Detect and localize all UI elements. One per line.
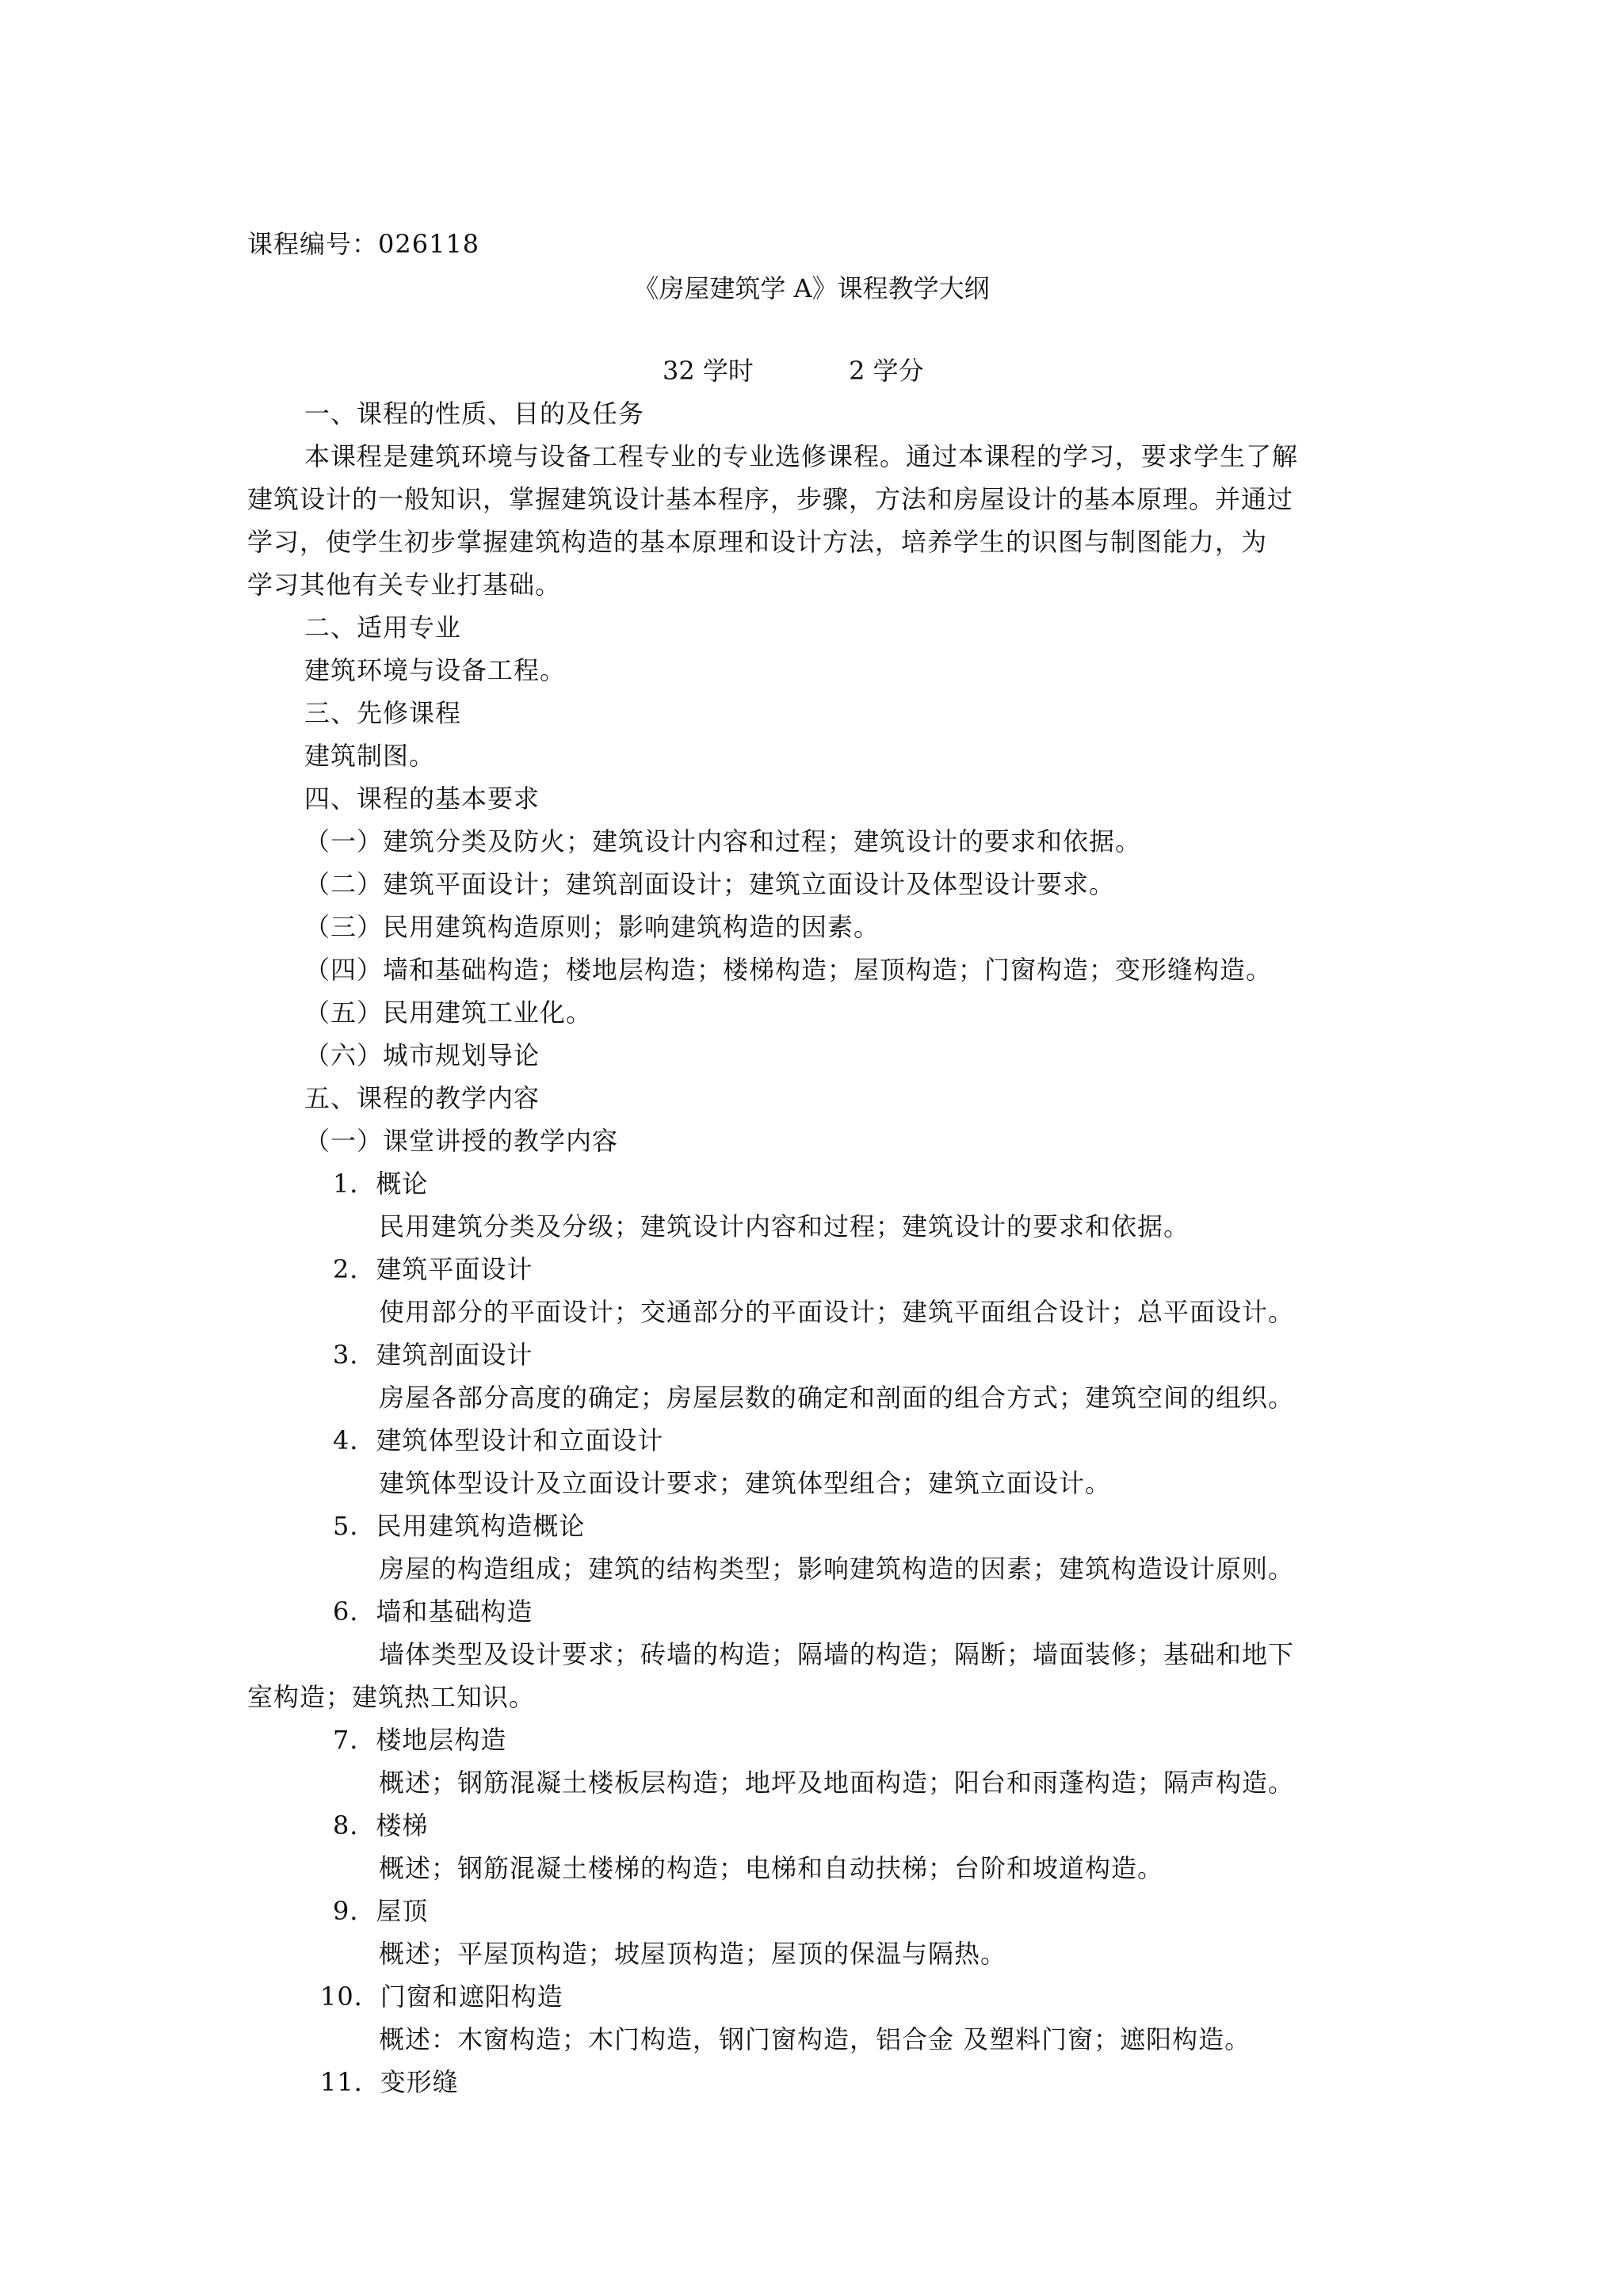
section-heading-5: 五、课程的教学内容 <box>304 1083 540 1113</box>
content-item-text: 室构造；建筑热工知识。 <box>247 1682 536 1712</box>
content-item-title: 3．建筑剖面设计 <box>333 1340 533 1370</box>
content-item-text: 概述；钢筋混凝土楼板层构造；地坪及地面构造；阳台和雨蓬构造；隔声构造。 <box>379 1768 1295 1798</box>
content-item-text: 使用部分的平面设计；交通部分的平面设计；建筑平面组合设计；总平面设计。 <box>379 1297 1295 1327</box>
paragraph-line: 本课程是建筑环境与设备工程专业的专业选修课程。通过本课程的学习，要求学生了解 <box>304 441 1299 471</box>
course-code: 课程编号：026118 <box>247 229 480 259</box>
content-item-title: 2．建筑平面设计 <box>333 1254 533 1284</box>
content-item-title: 10．门窗和遮阳构造 <box>320 1981 563 2012</box>
section-heading-4: 四、课程的基本要求 <box>304 784 540 814</box>
content-item-title: 8．楼梯 <box>333 1810 429 1840</box>
paragraph-line: 学习，使学生初步掌握建筑构造的基本原理和设计方法，培养学生的识图与制图能力，为 <box>247 527 1268 557</box>
content-item-text: 建筑体型设计及立面设计要求；建筑体型组合；建筑立面设计。 <box>379 1468 1112 1498</box>
subsection-heading: （一）课堂讲授的教学内容 <box>304 1126 619 1156</box>
hours-credits-row <box>663 355 924 387</box>
content-item-title: 7．楼地层构造 <box>333 1725 507 1755</box>
course-hours: 32 学时 <box>663 356 754 386</box>
document-title: 《房屋建筑学 A》课程教学大纲 <box>633 273 990 303</box>
content-item-text: 房屋的构造组成；建筑的结构类型；影响建筑构造的因素；建筑构造设计原则。 <box>379 1554 1295 1584</box>
requirement-item: （二）建筑平面设计；建筑剖面设计；建筑立面设计及体型设计要求。 <box>304 869 1116 899</box>
section-text: 建筑环境与设备工程。 <box>304 655 567 685</box>
section-text: 建筑制图。 <box>304 741 436 771</box>
content-item-text: 民用建筑分类及分级；建筑设计内容和过程；建筑设计的要求和依据。 <box>379 1211 1190 1241</box>
content-item-text: 概述；平屋顶构造；坡屋顶构造；屋顶的保温与隔热。 <box>379 1939 1007 1969</box>
course-credits: 2 学分 <box>849 356 924 386</box>
requirement-item: （四）墙和基础构造；楼地层构造；楼梯构造；屋顶构造；门窗构造；变形缝构造。 <box>304 955 1273 985</box>
requirement-item: （六）城市规划导论 <box>304 1040 540 1070</box>
content-item-text: 概述；钢筋混凝土楼梯的构造；电梯和自动扶梯；台阶和坡道构造。 <box>379 1853 1164 1883</box>
section-heading-1: 一、课程的性质、目的及任务 <box>304 399 645 429</box>
section-heading-3: 三、先修课程 <box>304 698 462 728</box>
paragraph-line: 建筑设计的一般知识，掌握建筑设计基本程序，步骤，方法和房屋设计的基本原理。并通过 <box>247 484 1294 514</box>
content-item-text: 墙体类型及设计要求；砖墙的构造；隔墙的构造；隔断；墙面装修；基础和地下 <box>379 1639 1295 1669</box>
content-item-title: 1．概论 <box>333 1169 429 1199</box>
content-item-title: 5．民用建筑构造概论 <box>333 1511 586 1541</box>
content-item-title: 4．建筑体型设计和立面设计 <box>333 1425 664 1455</box>
content-item-text: 房屋各部分高度的确定；房屋层数的确定和剖面的组合方式；建筑空间的组织。 <box>379 1383 1295 1413</box>
content-item-title: 11．变形缝 <box>320 2067 459 2097</box>
section-heading-2: 二、适用专业 <box>304 612 462 643</box>
requirement-item: （三）民用建筑构造原则；影响建筑构造的因素。 <box>304 912 880 942</box>
content-item-title: 9．屋顶 <box>333 1896 429 1926</box>
content-item-title: 6．墙和基础构造 <box>333 1596 533 1627</box>
content-item-text: 概述：木窗构造；木门构造，钢门窗构造，铝合金 及塑料门窗；遮阳构造。 <box>379 2024 1251 2054</box>
requirement-item: （一）建筑分类及防火；建筑设计内容和过程；建筑设计的要求和依据。 <box>304 826 1142 856</box>
requirement-item: （五）民用建筑工业化。 <box>304 997 593 1028</box>
paragraph-line: 学习其他有关专业打基础。 <box>247 570 562 600</box>
